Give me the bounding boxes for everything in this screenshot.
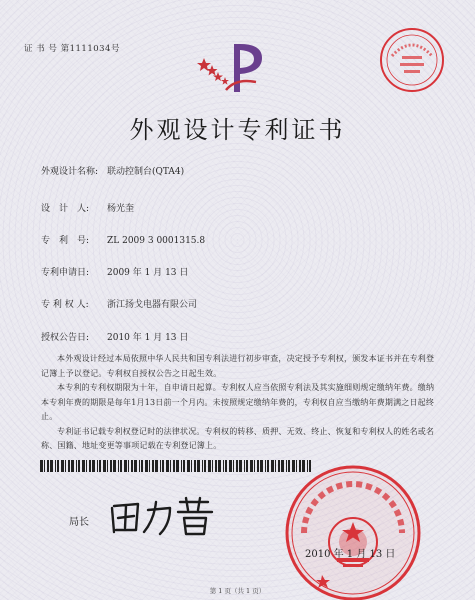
page-number: 第 1 页（共 1 页） <box>209 587 266 595</box>
field-value: 杨光奎 <box>107 204 135 214</box>
field-designer <box>41 201 134 214</box>
body-paragraph: 本外观设计经过本局依照中华人民共和国专利法进行初步审查，决定授予专利权，颁发本证书并在专利登记簿上予以登记。专利权自授权公告之日起生效。 <box>41 354 435 378</box>
field-label: 授权公告日: <box>41 333 90 343</box>
field-patentee <box>41 297 197 310</box>
field-label: 设 计 人: <box>41 204 90 214</box>
body-paragraph: 本专利的专利权期限为十年，自申请日起算。专利权人应当依照专利法及其实施细则规定缴纳年费。缴纳本专利年费的期限是每年1月13日前一个月内。未按照规定缴纳年费的，专利权自应当缴纳年费期满之日起终止。 <box>41 383 435 421</box>
patent-office-logo-icon <box>196 38 270 96</box>
field-value: 联动控制台(QTA4) <box>107 167 185 177</box>
field-label: 外观设计名称: <box>41 167 99 177</box>
issue-date: 2010 年 1 月 13 日 <box>305 549 396 560</box>
certificate-number: 证 书 号 第1111034号 <box>24 44 120 54</box>
field-value: 2010 年 1 月 13 日 <box>107 333 189 343</box>
field-label: 专利申请日: <box>41 268 90 278</box>
field-label: 专 利 号: <box>41 236 90 246</box>
signature-icon <box>108 494 218 538</box>
field-design-name <box>41 164 184 177</box>
corner-stamp-icon <box>378 26 446 94</box>
certificate-body <box>41 352 441 454</box>
field-application-date <box>41 265 188 278</box>
page-title: 外观设计专利证书 <box>129 116 346 144</box>
chief-label: 局长 <box>69 517 89 528</box>
field-patent-number <box>41 233 205 246</box>
field-label: 专 利 权 人: <box>41 300 89 310</box>
barcode-icon <box>40 460 312 472</box>
official-seal-icon <box>282 462 424 600</box>
field-value: 浙江扬戈电器有限公司 <box>107 300 198 310</box>
body-paragraph: 专利证书记载专利权登记时的法律状况。专利权的转移、质押、无效、终止、恢复和专利权人的姓名或名称、国籍、地址变更等事项记载在专利登记簿上。 <box>41 426 435 450</box>
field-value: ZL 2009 3 0001315.8 <box>107 236 206 246</box>
field-grant-date <box>41 330 188 343</box>
field-value: 2009 年 1 月 13 日 <box>107 268 189 278</box>
